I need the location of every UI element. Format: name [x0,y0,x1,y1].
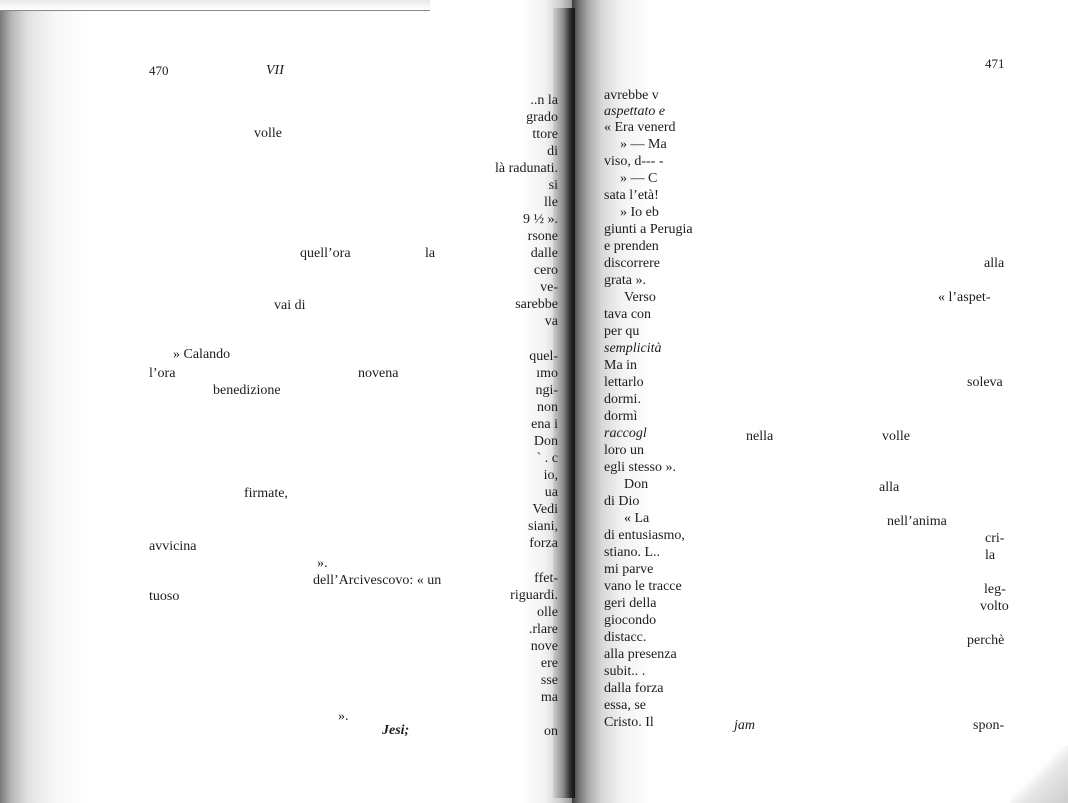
gutter-line: cero [533,263,558,278]
text-fragment: perchè [967,633,1005,648]
gutter-line: » — Ma [620,137,667,152]
gutter-line: forza [529,536,558,551]
text-fragment: volle [882,429,910,444]
gutter-line: on [544,724,558,739]
gutter-line: distacc. [604,630,647,645]
gutter-line: ..n la [530,93,558,108]
gutter-line: viso, d--- - [604,154,664,169]
text-fragment: avvicina [149,539,197,554]
gutter-line: Don [624,477,649,492]
gutter-line: Cristo. Il [604,715,654,730]
text-fragment: leg- [984,582,1006,597]
gutter-line: là radunati. [495,161,558,176]
text-fragment: alla [984,256,1005,271]
text-fragment: volto [980,599,1009,614]
gutter-line: quel- [529,349,558,364]
gutter-line: non [537,400,558,415]
gutter-line: aspettato e [604,104,666,119]
gutter-line: semplicità [604,341,662,356]
text-fragment: soleva [967,375,1003,390]
gutter-line: » Io eb [620,205,659,220]
gutter-line: ve- [540,280,558,295]
gutter-line: dalla forza [604,681,664,696]
gutter-line: « Era venerd [604,120,676,135]
gutter-line: dormì [604,409,638,424]
gutter-line: ua [544,485,558,500]
gutter-line: lle [544,195,558,210]
gutter-line: io, [543,468,558,483]
gutter-line: va [544,314,558,329]
gutter-line: ma [540,690,558,705]
text-fragment: quell’ora [300,246,351,261]
gutter-line: siani, [528,519,558,534]
gutter-line: e prenden [604,239,659,254]
gutter-line: olle [537,605,558,620]
gutter-line: geri della [604,596,657,611]
gutter-line: stiano. L.. [604,545,660,560]
gutter-line: » — C [620,171,658,186]
gutter-line: essa, se [604,698,646,713]
gutter-line: loro un [604,443,645,458]
gutter-line: avrebbe v [604,88,659,103]
gutter-line: Ma in [604,358,638,373]
text-fragment: nella [746,429,774,444]
page-number-right: 471 [985,56,1005,71]
gutter-line: egli stesso ». [604,460,676,475]
text-fragment: firmate, [244,486,288,501]
gutter-line: mi parve [604,562,654,577]
text-fragment: novena [358,366,399,381]
gutter-line: per qu [604,324,640,339]
text-fragment: ». [338,709,349,724]
text-fragment: Jesi; [382,723,410,738]
gutter-line: si [548,178,558,193]
text-fragment: la [425,246,436,261]
gutter-line: alla presenza [604,647,677,662]
gutter-line: Vedi [532,502,558,517]
gutter-line: nove [530,639,558,654]
page-number-left: 470 [149,63,169,78]
gutter-line: grado [526,110,558,125]
gutter-line: dormi. [604,392,641,407]
gutter-line: Verso [624,290,656,305]
text-fragment: vai di [274,298,306,313]
gutter-line: .rlare [528,622,558,637]
gutter-line: giocondo [604,613,657,628]
gutter-line: ena i [531,417,558,432]
running-head: VII [266,63,284,78]
gutter-line: subit.. . [604,664,646,679]
gutter-line: rsone [527,229,558,244]
gutter-line: ere [540,656,558,671]
gutter-line: discorrere [604,256,660,271]
text-fragment: volle [254,126,282,141]
text-fragment: « l’aspet- [938,290,991,305]
gutter-line: di [547,144,558,159]
gutter-line: giunti a Perugia [604,222,693,237]
gutter-line: vano le tracce [604,579,682,594]
gutter-line: ngi- [535,383,558,398]
text-fragment: jam [734,718,755,733]
text-fragment: ». [317,556,328,571]
text-fragment: dell’Arcivescovo: « un [313,573,442,588]
gutter-line: ttore [532,127,558,142]
text-fragment: » Calando [173,347,231,362]
page-corner-curl [1010,745,1068,803]
gutter-line: Don [533,434,558,449]
text-fragment: alla [879,480,900,495]
page-top-edge [0,0,430,11]
gutter-line: dalle [530,246,558,261]
gutter-line: lettarlo [604,375,644,390]
gutter-line: tava con [604,307,652,322]
gutter-line: ımo [536,366,558,381]
text-fragment: nell’anima [887,514,947,529]
text-fragment: l’ora [149,366,176,381]
gutter-line: 9 ½ ». [523,212,558,227]
gutter-line: ffet- [534,571,558,586]
text-fragment: la [985,548,996,563]
text-fragment: cri- [985,531,1005,546]
gutter-line: grata ». [604,273,646,288]
gutter-line: di entusiasmo, [604,528,685,543]
gutter-line: ` . c [536,451,558,466]
gutter-line: sse [540,673,558,688]
gutter-line: sarebbe [515,297,558,312]
text-fragment: benedizione [213,383,281,398]
text-fragment: tuoso [149,589,180,604]
gutter-line: sata l’età! [604,188,659,203]
text-fragment: spon- [973,718,1005,733]
gutter-line: « La [624,511,650,526]
gutter-line: riguardi. [510,588,558,603]
gutter-line: di Dio [604,494,640,509]
gutter-line: raccogl [604,426,647,441]
